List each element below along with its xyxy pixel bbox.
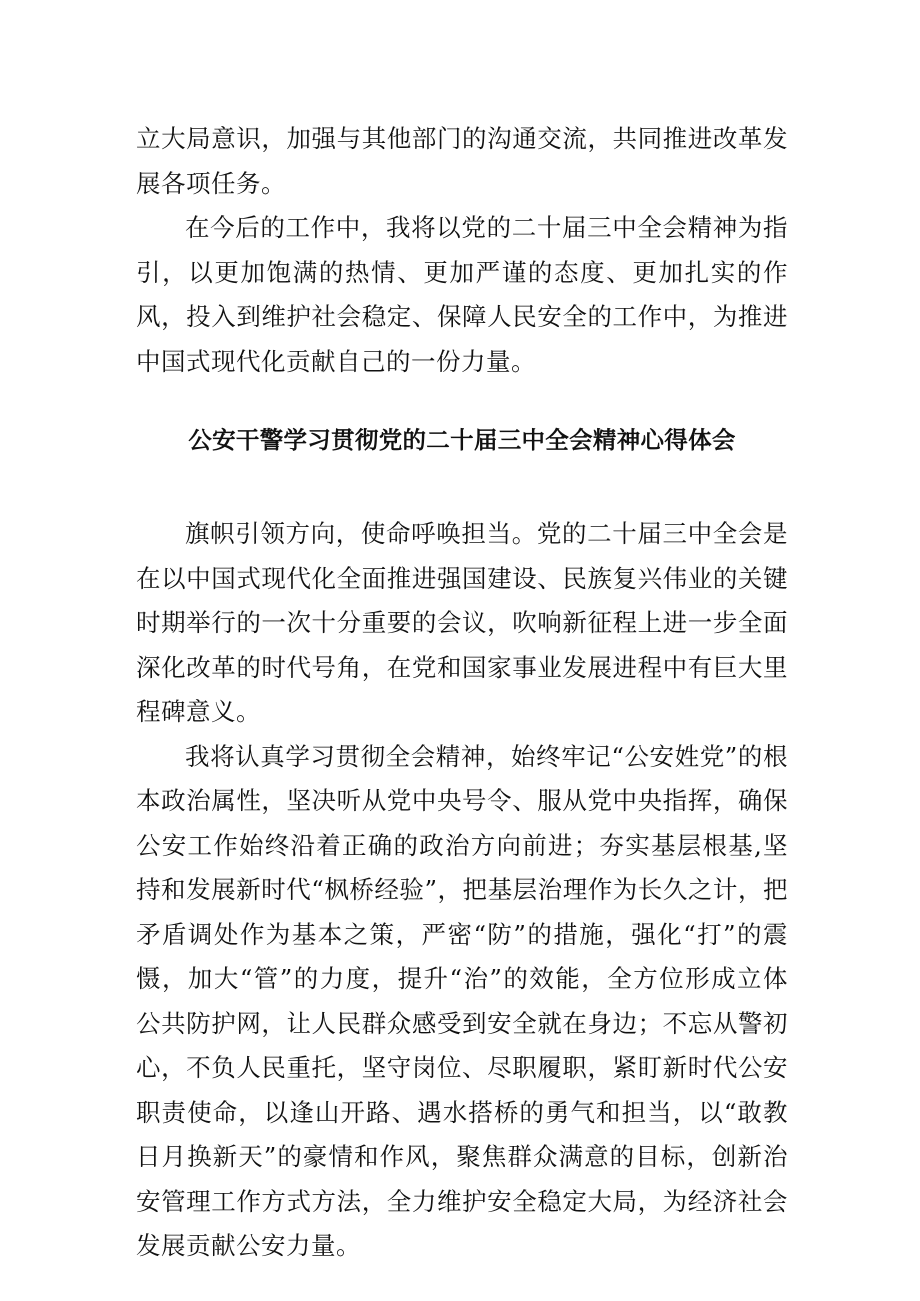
body-paragraph-2: 我将认真学习贯彻全会精神，始终牢记“公安姓党”的根本政治属性，坚决听从党中央号令、服从党中央指挥，确保公安工作始终沿着正确的政治方向前进；夯实基层根基,坚持和发展新时代“枫桥经验”，把基层治理作为长久之计，把矛盾调处作为基本之策，严密“防”的措施，强化“打”的震慑，加大“管”的力度，提升“治”的效能，全方位形成立体公共防护网，让人民群众感受到安全就在身边；不忘从警初心，不负人民重托，坚守岗位、尽职履职，紧盯新时代公安职责使命，以逢山开路、遇水搭桥的勇气和担当，以“敢教日月换新天”的豪情和作风，聚焦群众满意的目标，创新治安管理工作方式方法，全力维护安全稳定大局，为经济社会发展贡献公安力量。	[136, 741, 788, 1260]
article-title: 公安干警学习贯彻党的二十届三中全会精神心得体会	[188, 426, 736, 454]
body-paragraph-1: 旗帜引领方向，使命呼唤担当。党的二十届三中全会是在以中国式现代化全面推进强国建设、民族复兴伟业的关键时期举行的一次十分重要的会议，吹响新征程上进一步全面深化改革的时代号角，在党和国家事业发展进程中有巨大里程碑意义。	[136, 519, 788, 726]
continuation-paragraph: 立大局意识，加强与其他部门的沟通交流，共同推进改革发展各项任务。	[136, 124, 788, 198]
closing-paragraph: 在今后的工作中，我将以党的二十届三中全会精神为指引，以更加饱满的热情、更加严谨的态度、更加扎实的作风，投入到维护社会稳定、保障人民安全的工作中，为推进中国式现代化贡献自己的一份力量。	[136, 213, 788, 376]
previous-article-ending	[136, 117, 788, 384]
article-body	[136, 512, 788, 1269]
